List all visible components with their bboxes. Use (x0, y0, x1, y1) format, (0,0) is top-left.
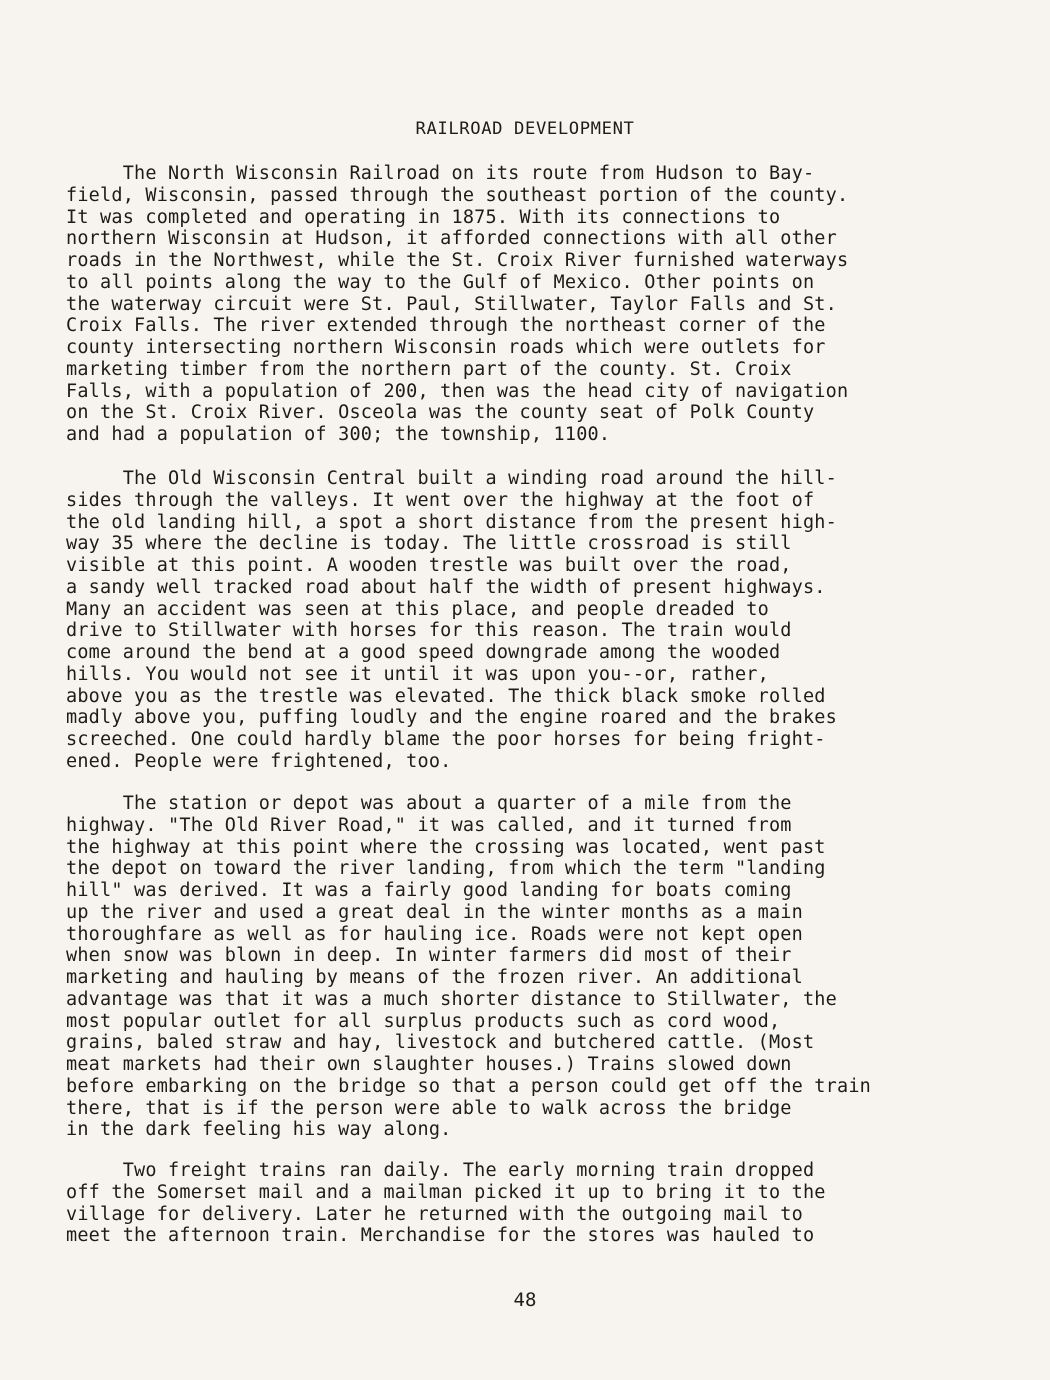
text-line: meat markets had their own slaughter houses.) Trains slowed down (66, 1054, 792, 1075)
text-line: meet the afternoon train. Merchandise for the stores was hauled to (66, 1225, 815, 1247)
text-line: sides through the valleys. It went over the highway at the foot of (66, 489, 815, 511)
text-line: hill" was derived. It was a fairly good landing for boats coming (66, 880, 792, 901)
text-line: when snow was blown in deep. In winter farmers did most of their (66, 945, 792, 967)
text-line: It was completed and operating in 1875. With its connections to (66, 206, 781, 228)
text-line: marketing and hauling by means of the frozen river. An additional (66, 967, 803, 988)
text-line: advantage was that it was a much shorter distance to Stillwater, the (66, 988, 837, 1010)
text-line: on the St. Croix River. Osceola was the county seat of Polk County (66, 402, 815, 424)
text-line: The station or depot was about a quarter of a mile from the (66, 793, 792, 814)
text-line: most popular outlet for all surplus products such as cord wood, (66, 1010, 781, 1032)
text-line: Two freight trains ran daily. The early morning train dropped (66, 1160, 815, 1181)
text-line: the old landing hill, a spot a short distance from the present high- (66, 511, 837, 533)
text-line: to all points along the way to the Gulf of Mexico. Other points on (66, 271, 815, 293)
text-line: marketing timber from the northern part of the county. St. Croix (66, 358, 792, 380)
page-number: 48 (513, 1289, 537, 1311)
text-line: Croix Falls. The river extended through the northeast corner of the (66, 315, 826, 337)
text-line: highway. "The Old River Road," it was called, and it turned from (66, 814, 792, 836)
text-line: in the dark feeling his way along. (66, 1119, 452, 1141)
text-line: hills. You would not see it until it was upon you--or, rather, (66, 663, 769, 685)
text-line: a sandy well tracked road about half the width of present highways. (66, 576, 826, 598)
text-line: visible at this point. A wooden trestle was built over the road, (66, 555, 792, 576)
text-line: thoroughfare as well as for hauling ice. Roads were not kept open (66, 923, 803, 945)
text-line: above you as the trestle was elevated. The thick black smoke rolled (66, 685, 826, 707)
text-line: come around the bend at a good speed downgrade among the wooded (66, 642, 781, 663)
text-line: way 35 where the decline is today. The little crossroad is still (66, 533, 792, 555)
text-line: Falls, with a population of 200, then was the head city of navigation (66, 380, 849, 402)
text-line: up the river and used a great deal in the winter months as a main (66, 901, 803, 923)
page-title: RAILROAD DEVELOPMENT (415, 119, 635, 139)
text-line: The North Wisconsin Railroad on its route from Hudson to Bay- (66, 163, 815, 184)
text-line: county intersecting northern Wisconsin roads which were outlets for (66, 337, 826, 358)
text-line: madly above you, puffing loudly and the engine roared and the brakes (66, 707, 837, 729)
text-line: field, Wisconsin, passed through the southeast portion of the county. (66, 184, 849, 206)
text-line: there, that is if the person were able to walk across the bridge (66, 1097, 792, 1119)
text-line: off the Somerset mail and a mailman picked it up to bring it to the (66, 1181, 826, 1203)
text-line: grains, baled straw and hay, livestock and butchered cattle. (Most (66, 1032, 815, 1054)
text-line: drive to Stillwater with horses for this reason. The train would (66, 620, 792, 642)
text-line: The Old Wisconsin Central built a winding road around the hill- (66, 468, 837, 489)
text-line: village for delivery. Later he returned with the outgoing mail to (66, 1203, 803, 1225)
text-line: roads in the Northwest, while the St. Croix River furnished waterways (66, 250, 849, 271)
text-line: screeched. One could hardly blame the poor horses for being fright- (66, 729, 826, 750)
text-line: before embarking on the bridge so that a person could get off the train (66, 1075, 871, 1097)
text-line: ened. People were frightened, too. (66, 750, 452, 772)
text-line: the depot on toward the river landing, from which the term "landing (66, 858, 826, 880)
text-line: and had a population of 300; the township, 1100. (66, 424, 611, 445)
text-line: northern Wisconsin at Hudson, it afforded connections with all other (66, 228, 837, 250)
text-line: the highway at this point where the crossing was located, went past (66, 836, 826, 858)
text-line: the waterway circuit were St. Paul, Stillwater, Taylor Falls and St. (66, 293, 837, 315)
text-line: Many an accident was seen at this place, and people dreaded to (66, 598, 769, 620)
